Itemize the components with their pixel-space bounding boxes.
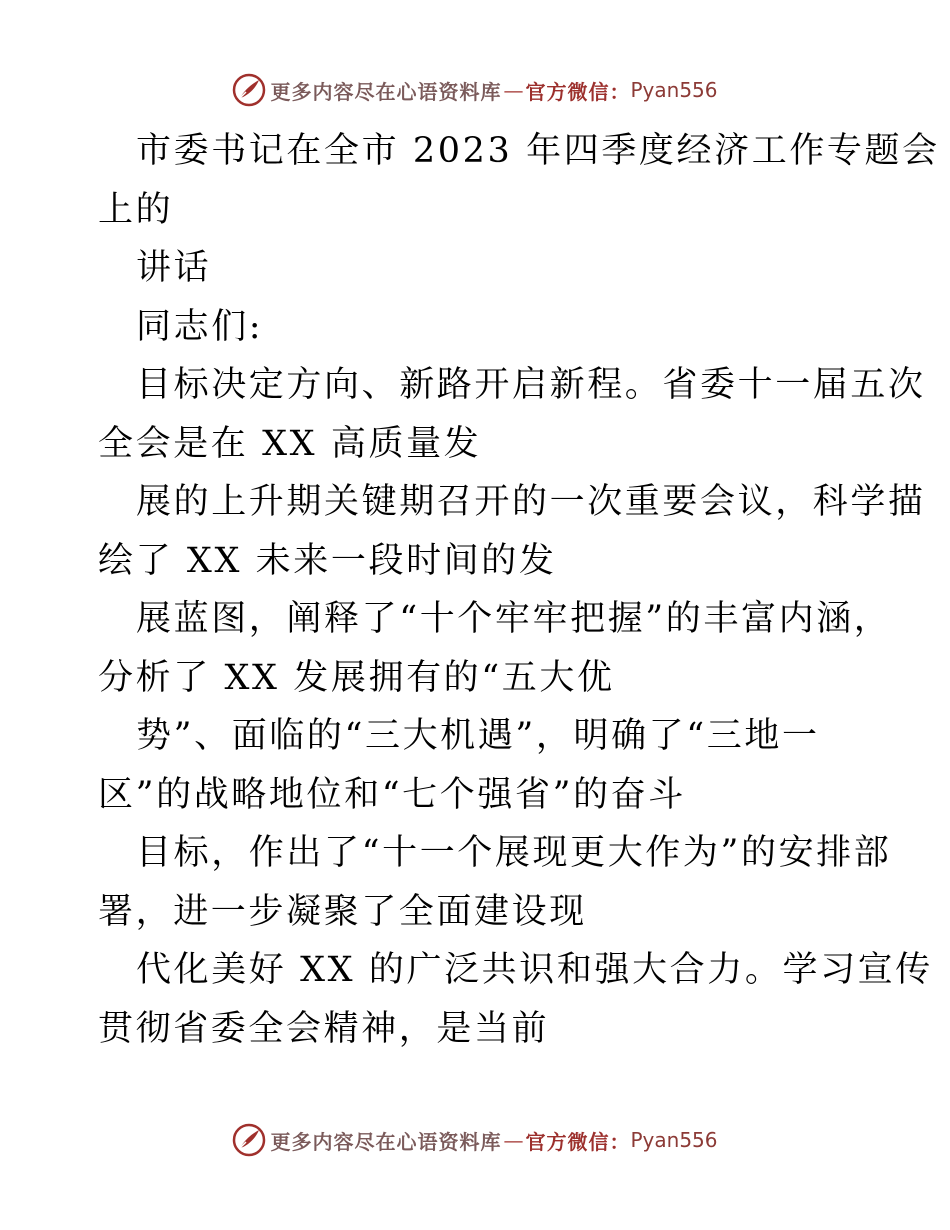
watermark-wechat-id: Pyan556 — [630, 78, 718, 102]
watermark-text: 更多内容尽在心语资料库 — [270, 79, 502, 104]
body-line: 目标，作出了“十一个展现更大作为”的安排部 — [136, 833, 892, 873]
watermark-label: 官方微信： — [525, 1129, 631, 1154]
document-title-line: 讲话 — [136, 248, 212, 288]
body-line: 贯彻省委全会精神，是当前 — [98, 1008, 550, 1049]
body-line: 目标决定方向、新路开启新程。省委十一届五次 — [136, 365, 926, 405]
document-body — [98, 122, 940, 1058]
footer-watermark — [0, 1120, 950, 1160]
body-line: 代化美好 XX 的广泛共识和强大合力。学习宣传 — [136, 950, 933, 990]
body-line: 绘了 XX 未来一段时间的发 — [98, 540, 557, 581]
quill-pen-logo-icon — [232, 1123, 266, 1157]
body-line: 展蓝图，阐释了“十个牢牢把握”的丰富内涵， — [136, 599, 892, 639]
document-title-line: 市委书记在全市 2023 年四季度经济工作专题会 — [136, 131, 940, 171]
body-line: 分析了 XX 发展拥有的“五大优 — [98, 657, 615, 698]
body-line: 势”、面临的“三大机遇”，明确了“三地一 — [136, 716, 820, 756]
watermark-label: 官方微信： — [525, 79, 631, 104]
body-line: 署，进一步凝聚了全面建设现 — [98, 891, 587, 932]
salutation-line: 同志们: — [136, 306, 264, 347]
body-line: 全会是在 XX 高质量发 — [98, 423, 482, 464]
header-watermark — [0, 70, 950, 110]
watermark-wechat-id: Pyan556 — [630, 1128, 718, 1152]
watermark-separator: — — [503, 78, 524, 102]
document-title-line: 上的 — [98, 189, 174, 230]
body-line: 展的上升期关键期召开的一次重要会议，科学描 — [136, 482, 926, 522]
quill-pen-logo-icon — [232, 73, 266, 107]
body-line: 区”的战略地位和“七个强省”的奋斗 — [98, 774, 686, 815]
watermark-text: 更多内容尽在心语资料库 — [270, 1129, 502, 1154]
watermark-separator: — — [503, 1128, 524, 1152]
